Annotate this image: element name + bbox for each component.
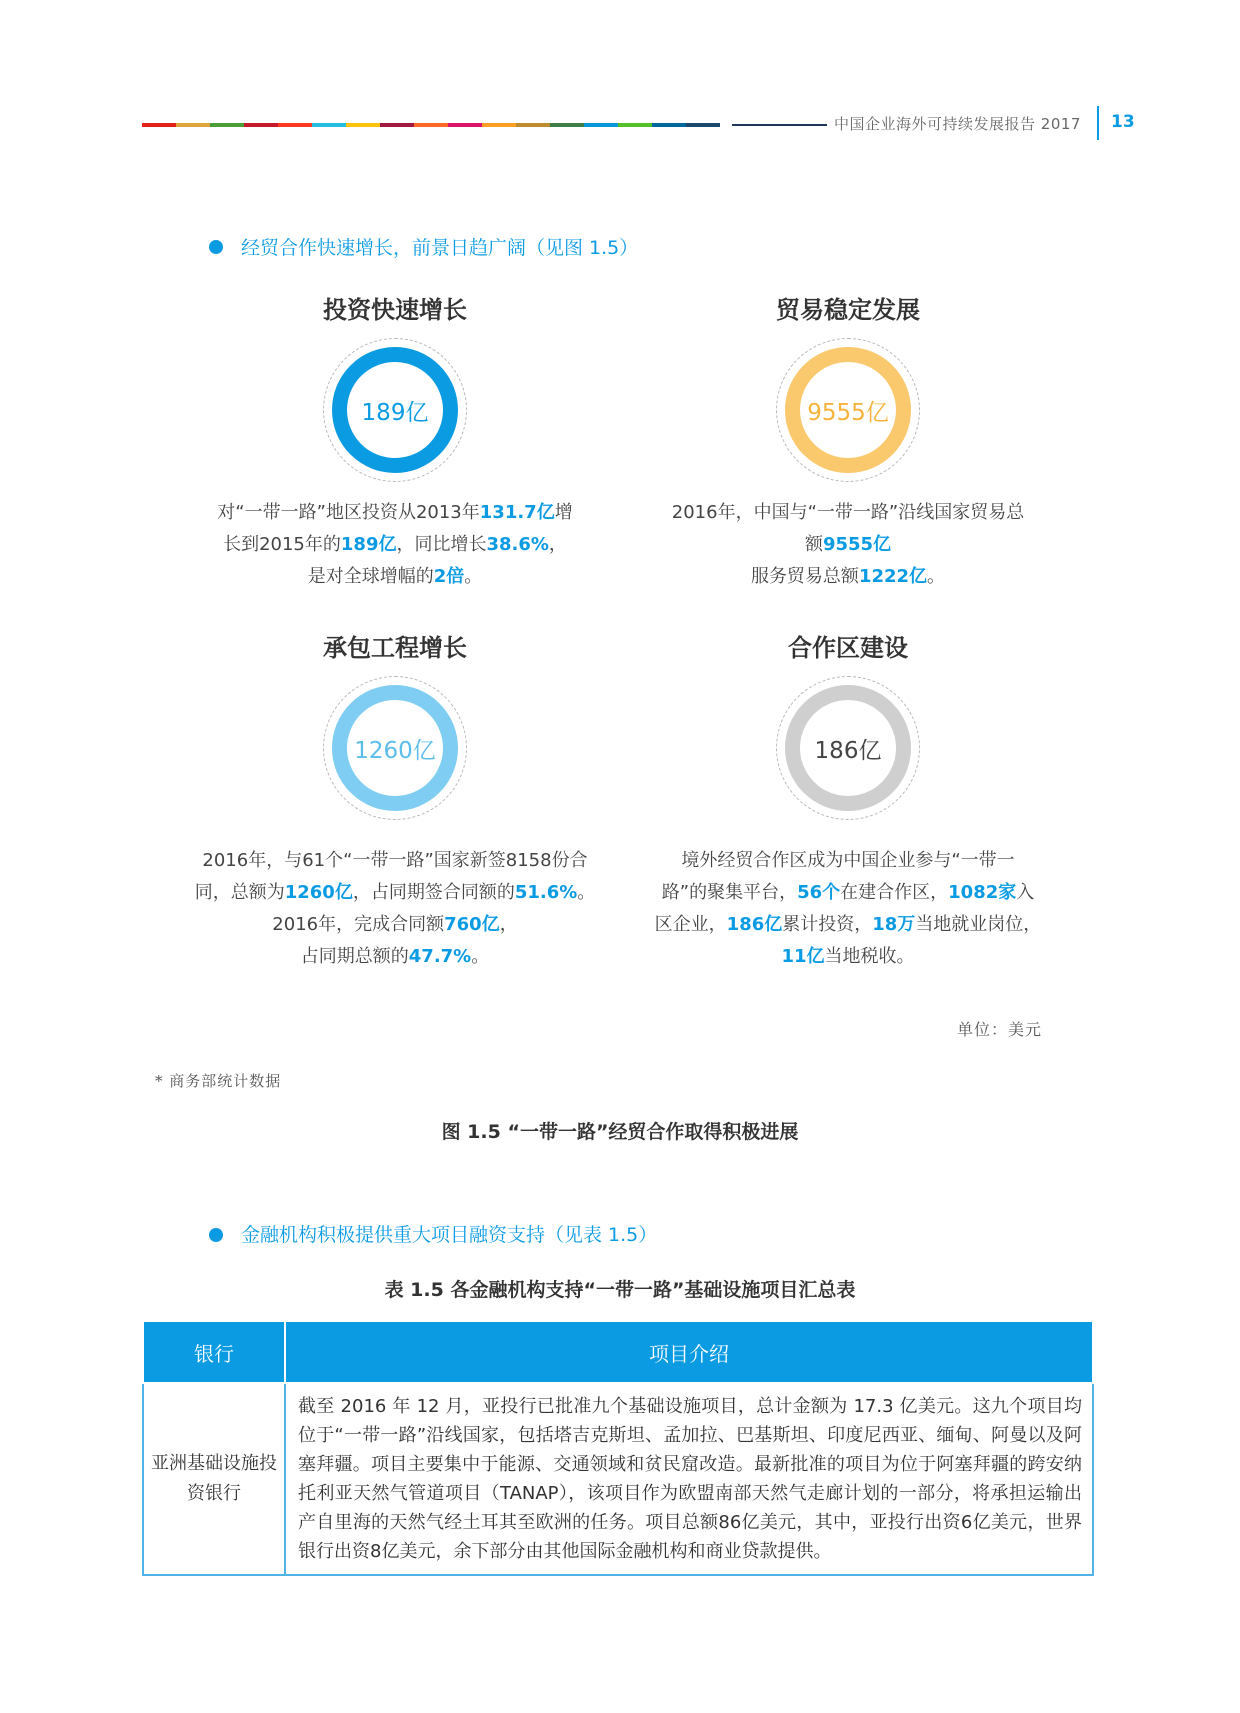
- highlight-figure: 1082家: [948, 882, 1017, 903]
- description-text: 2016年，与61个“一带一路”国家新签8158份合: [202, 850, 588, 871]
- table-header-row: [143, 1321, 1093, 1383]
- section-bullet-icon: [209, 240, 223, 254]
- project-intro: 截至 2016 年 12 月，亚投行已批准九个基础设施项目，总计金额为 17.3 亿美元。这九个项目均位于“一带一路”沿线国家，包括塔吉克斯坦、孟加拉、巴基斯坦、印度尼西亚、缅甸、阿曼以及阿塞拜疆。项目主要集中于能源、交通领域和贫民窟改造。最新批准的项目为位于阿塞拜疆的跨安纳托利亚天然气管道项目（TANAP），该项目作为欧盟南部天然气走廊计划的一部分，将承担运输出产自里海的天然气经土耳其至欧洲的任务。项目总额86亿美元，其中，亚投行出资6亿美元，世界银行出资8亿美元，余下部分由其他国际金融机构和商业贷款提供。: [285, 1383, 1093, 1575]
- description-line: [638, 941, 1058, 973]
- metric-title: 承包工程增长: [323, 634, 467, 662]
- description-text: 境外经贸合作区成为中国企业参与“一带一: [681, 850, 1015, 871]
- color-segment: [210, 123, 244, 127]
- metric-ring: [785, 347, 911, 473]
- metric-value: 189亿: [361, 399, 429, 426]
- description-text: 同，总额为: [194, 882, 285, 903]
- figure-caption: 图 1.5 “一带一路”经贸合作取得积极进展: [441, 1121, 799, 1143]
- description-text: 长到2015年的: [223, 534, 341, 555]
- highlight-figure: 11亿: [781, 946, 825, 967]
- color-segment: [414, 123, 448, 127]
- highlight-figure: 186亿: [726, 914, 783, 935]
- description-text: 服务贸易总额: [750, 566, 859, 587]
- highlight-figure: 38.6%: [486, 534, 549, 555]
- metric-value: 186亿: [814, 737, 882, 764]
- description-text: 增: [554, 502, 573, 523]
- description-line: [638, 561, 1058, 593]
- color-segment: [652, 123, 686, 127]
- description-text: ，: [548, 534, 567, 555]
- projects-table: [142, 1320, 1094, 1576]
- description-line: [185, 845, 605, 877]
- description-line: [185, 497, 605, 529]
- description-text: 路”的聚集平台，: [661, 882, 798, 903]
- description-text: 占同期总额的: [300, 946, 409, 967]
- description-line: [638, 909, 1058, 941]
- description-text: 。: [927, 566, 946, 587]
- column-header-intro: 项目介绍: [285, 1321, 1093, 1383]
- highlight-figure: 51.6%: [514, 882, 578, 903]
- metric-ring-dashed: [323, 676, 467, 820]
- source-note: * 商务部统计数据: [155, 1072, 282, 1090]
- color-segment: [176, 123, 210, 127]
- color-segment: [618, 123, 652, 127]
- column-header-bank: 银行: [143, 1321, 285, 1383]
- description-text: 在建合作区，: [840, 882, 949, 903]
- description-text: 2016年，完成合同额: [272, 914, 445, 935]
- highlight-figure: 9555亿: [822, 534, 892, 555]
- highlight-figure: 56个: [797, 882, 841, 903]
- description-text: 区企业，: [654, 914, 727, 935]
- description-text: 当地就业岗位，: [915, 914, 1042, 935]
- description-text: 是对全球增幅的: [307, 566, 434, 587]
- color-segment: [686, 123, 720, 127]
- description-line: [638, 529, 1058, 561]
- metric-value: 1260亿: [354, 737, 436, 764]
- description-line: [185, 529, 605, 561]
- color-segment: [448, 123, 482, 127]
- color-segment: [312, 123, 346, 127]
- color-segment: [516, 123, 550, 127]
- highlight-figure: 1260亿: [284, 882, 353, 903]
- metric-description: [185, 497, 605, 593]
- highlight-figure: 2倍: [433, 566, 465, 587]
- metric-ring-dashed: [776, 338, 920, 482]
- metric-ring: [785, 685, 911, 811]
- unit-note: 单位：美元: [957, 1020, 1043, 1039]
- description-line: [185, 561, 605, 593]
- description-text: 。: [471, 946, 490, 967]
- bank-name: 亚洲基础设施投资银行: [143, 1383, 285, 1575]
- description-line: [638, 845, 1058, 877]
- color-segment: [550, 123, 584, 127]
- sdg-color-bar: [142, 123, 720, 127]
- description-text: 累计投资，: [782, 914, 873, 935]
- metric-description: [185, 845, 605, 973]
- metric-title: 投资快速增长: [323, 296, 467, 324]
- description-text: 额: [804, 534, 823, 555]
- color-segment: [346, 123, 380, 127]
- description-text: 。: [464, 566, 483, 587]
- description-line: [638, 497, 1058, 529]
- color-segment: [584, 123, 618, 127]
- description-line: [638, 877, 1058, 909]
- description-line: [185, 877, 605, 909]
- color-segment: [482, 123, 516, 127]
- report-title: 中国企业海外可持续发展报告 2017: [834, 115, 1081, 133]
- highlight-figure: 189亿: [340, 534, 397, 555]
- metric-value: 9555亿: [807, 399, 889, 426]
- section-bullet-icon: [209, 1228, 223, 1242]
- description-text: 入: [1016, 882, 1035, 903]
- table-caption: 表 1.5 各金融机构支持“一带一路”基础设施项目汇总表: [384, 1279, 856, 1301]
- description-line: [185, 941, 605, 973]
- section-heading-finance: 金融机构积极提供重大项目融资支持（见表 1.5）: [241, 1224, 658, 1246]
- section-heading-trade: 经贸合作快速增长，前景日趋广阔（见图 1.5）: [241, 237, 639, 259]
- description-text: 当地税收。: [824, 946, 915, 967]
- description-text: ，同比增长: [396, 534, 487, 555]
- metric-description: [638, 497, 1058, 593]
- color-segment: [380, 123, 414, 127]
- metric-ring-dashed: [323, 338, 467, 482]
- header-rule: [732, 124, 827, 126]
- metric-description: [638, 845, 1058, 973]
- color-segment: [142, 123, 176, 127]
- metric-ring: [332, 347, 458, 473]
- table-row: [143, 1383, 1093, 1575]
- highlight-figure: 18万: [872, 914, 916, 935]
- color-segment: [244, 123, 278, 127]
- color-segment: [278, 123, 312, 127]
- page-number-divider: [1097, 106, 1099, 140]
- highlight-figure: 1222亿: [858, 566, 928, 587]
- highlight-figure: 131.7亿: [479, 502, 555, 523]
- metric-ring-dashed: [776, 676, 920, 820]
- highlight-figure: 47.7%: [408, 946, 472, 967]
- metric-ring: [332, 685, 458, 811]
- description-text: 。: [577, 882, 596, 903]
- description-text: 2016年，中国与“一带一路”沿线国家贸易总: [671, 502, 1025, 523]
- description-text: ，: [499, 914, 518, 935]
- metric-title: 合作区建设: [788, 634, 908, 662]
- description-text: ，占同期签合同额的: [352, 882, 515, 903]
- description-text: 对“一带一路”地区投资从2013年: [217, 502, 480, 523]
- description-line: [185, 909, 605, 941]
- highlight-figure: 760亿: [444, 914, 500, 935]
- metric-title: 贸易稳定发展: [776, 296, 920, 324]
- page-number: 13: [1111, 112, 1135, 132]
